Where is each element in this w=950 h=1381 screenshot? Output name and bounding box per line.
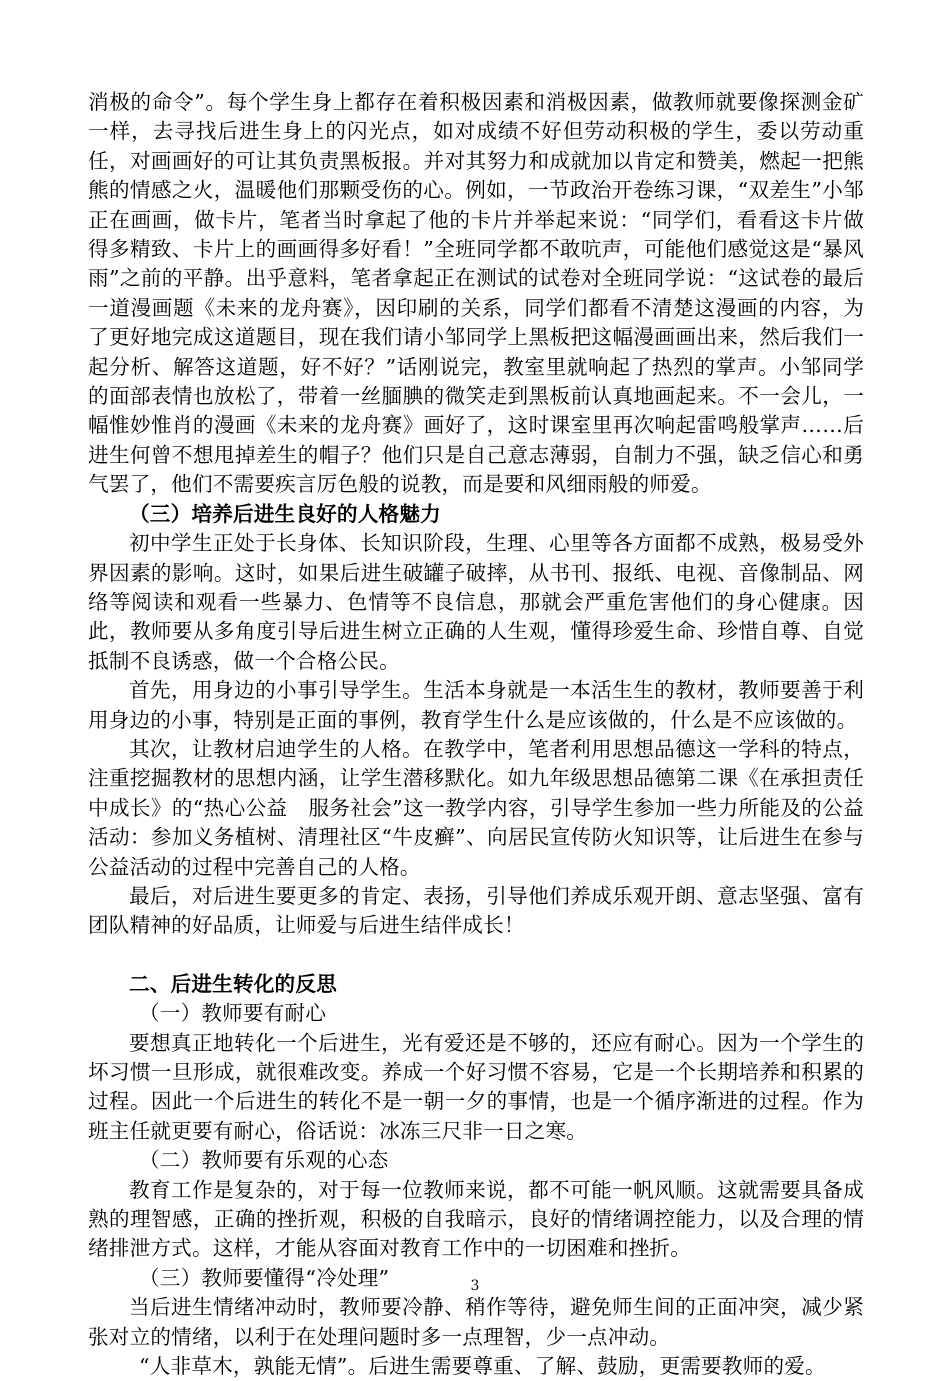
body-paragraph: 其次，让教材启迪学生的人格。在教学中，笔者利用思想品德这一学科的特点，注重挖掘教材的思想内涵，让学生潜移默化。如九年级思想品德第二课《在承担责任中成长》的“热心公益 服务社会”这一教学内容，引导学生参加一些力所能及的公益活动：参加义务植树、清理社区“牛皮癣”、向居民宣传防火知识等，让后进生在参与公益活动的过程中完善自己的人格。 bbox=[88, 736, 864, 879]
body-paragraph: 当后进生情绪冲动时，教师要冷静、稍作等待，避免师生间的正面冲突，减少紧张对立的情绪，以利于在处理问题时多一点理智，少一点冲动。 bbox=[88, 1295, 864, 1349]
subsection-heading: （一）教师要有耐心 bbox=[139, 1001, 327, 1026]
body-paragraph: 最后，对后进生要更多的肯定、表扬，引导他们养成乐观开朗、意志坚强、富有团队精神的好品质，让师爱与后进生结伴成长！ bbox=[88, 883, 864, 938]
subsection-heading: （二）教师要有乐观的心态 bbox=[139, 1148, 389, 1173]
page-number: 3 bbox=[470, 1278, 480, 1294]
chapter-heading: 二、后进生转化的反思 bbox=[129, 971, 337, 996]
document-body bbox=[88, 88, 864, 1381]
subsection-heading: （三）教师要懂得“冷处理” bbox=[139, 1265, 390, 1290]
body-paragraph: “人非草木，孰能无情”。后进生需要尊重、了解、鼓励，更需要教师的爱。 bbox=[139, 1354, 826, 1379]
section-heading: （三）培养后进生良好的人格魅力 bbox=[129, 501, 441, 526]
body-paragraph: 首先，用身边的小事引导学生。生活本身就是一本活生生的教材，教师要善于利用身边的小事，特别是正面的事例，教育学生什么是应该做的，什么是不应该做的。 bbox=[88, 678, 864, 732]
body-paragraph: 要想真正地转化一个后进生，光有爱还是不够的，还应有耐心。因为一个学生的坏习惯一旦形成，就很难改变。养成一个好习惯不容易，它是一个长期培养和积累的过程。因此一个后进生的转化不是一朝一夕的事情，也是一个循序渐进的过程。作为班主任就更要有耐心，俗话说：冰冻三尺非一日之寒。 bbox=[88, 1030, 864, 1143]
body-paragraph: 初中学生正处于长身体、长知识阶段，生理、心里等各方面都不成熟，极易受外界因素的影响。这时，如果后进生破罐子破摔，从书刊、报纸、电视、音像制品、网络等阅读和观看一些暴力、色情等不良信息，那就会严重危害他们的身心健康。因此，教师要从多角度引导后进生树立正确的人生观，懂得珍爱生命、珍惜自尊、自觉抵制不良诱惑，做一个合格公民。 bbox=[88, 531, 864, 673]
body-paragraph: 消极的命令”。每个学生身上都存在着积极因素和消极因素，做教师就要像探测金矿一样，去寻找后进生身上的闪光点，如对成绩不好但劳动积极的学生，委以劳动重任，对画画好的可让其负责黑板报。并对其努力和成就加以肯定和赞美，燃起一把熊熊的情感之火，温暖他们那颗受伤的心。例如，一节政治开卷练习课，“双差生”小邹正在画画，做卡片，笔者当时拿起了他的卡片并举起来说：“同学们，看看这卡片做得多精致、卡片上的画画得多好看！”全班同学都不敢吭声，可能他们感觉这是“暴风雨”之前的平静。出乎意料，笔者拿起正在测试的试卷对全班同学说：“这试卷的最后一道漫画题《未来的龙舟赛》，因印刷的关系，同学们都看不清楚这漫画的内容，为了更好地完成这道题目，现在我们请小邹同学上黑板把这幅漫画画出来，然后我们一起分析、解答这道题，好不好？”话刚说完，教室里就响起了热烈的掌声。小邹同学的面部表情也放松了，带着一丝腼腆的微笑走到黑板前认真地画起来。不一会儿，一幅惟妙惟肖的漫画《未来的龙舟赛》画好了，这时课室里再次响起雷鸣般掌声……后进生何曾不想甩掉差生的帽子？他们只是自己意志薄弱，自制力不强，缺乏信心和勇气罢了，他们不需要疾言厉色般的说教，而是要和风细雨般的师爱。 bbox=[88, 90, 864, 497]
body-paragraph: 教育工作是复杂的，对于每一位教师来说，都不可能一帆风顺。这就需要具备成熟的理智感，正确的挫折观，积极的自我暗示，良好的情绪调控能力，以及合理的情绪排泄方式。这样，才能从容面对教育工作中的一切困难和挫折。 bbox=[88, 1177, 864, 1261]
